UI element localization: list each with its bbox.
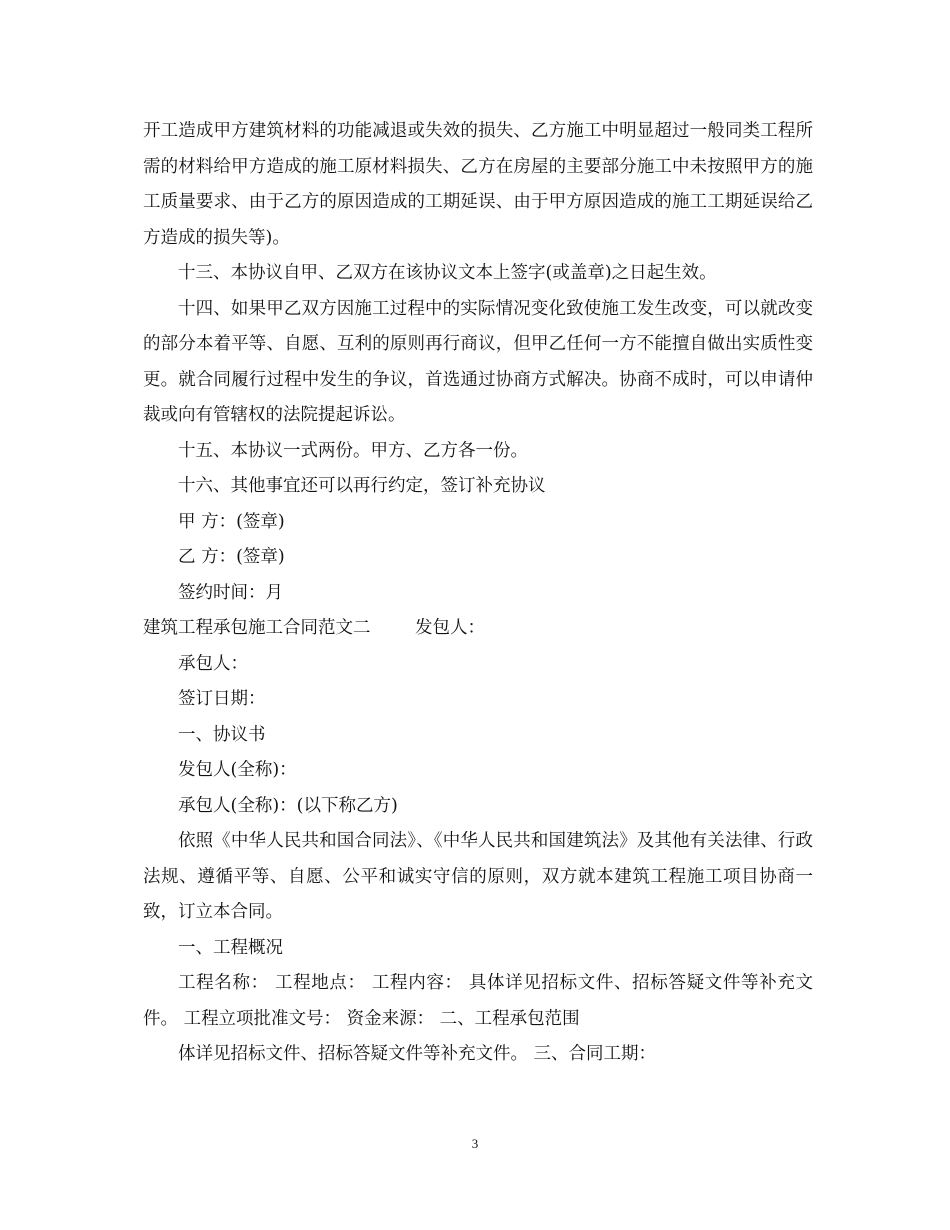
agreement-heading: 一、协议书 <box>178 724 266 745</box>
party-a-signature-line: 甲 方：(签章) <box>178 511 285 532</box>
party-b-signature-line: 乙 方：(签章) <box>178 547 285 567</box>
paragraph-5: 十六、其他事宜还可以再行约定，签订补充协议 <box>178 476 546 496</box>
contractor-line: 承包人： <box>178 653 248 674</box>
page-number: 3 <box>471 1136 479 1151</box>
project-overview-heading: 一、工程概况 <box>178 937 283 958</box>
signed-date-line: 签订日期： <box>178 689 266 709</box>
scope-details-paragraph: 体详见招标文件、招标答疑文件等补充文件。 三、合同工期： <box>178 1044 657 1064</box>
paragraph-3: 十四、如果甲乙双方因施工过程中的实际情况变化致使施工发生改变，可以就改变的部分本着平等、自愿、互利的原则再行商议，但甲乙任何一方不能擅自做出实质性变更。就合同履行过程中发生的争议，首选通过协商方式解决。协商不成时，可以申请仲裁或向有管辖权的法院提起诉讼。 <box>143 298 813 425</box>
paragraph-4: 十五、本协议一式两份。甲方、乙方各一份。 <box>178 440 528 461</box>
paragraph-2: 十三、本协议自甲、乙双方在该协议文本上签字(或盖章)之日起生效。 <box>178 263 717 283</box>
section-heading-contract-two: 建筑工程承包施工合同范文二 发包人： <box>143 618 486 638</box>
contractor-full-name-line: 承包人(全称)：(以下称乙方) <box>178 795 398 816</box>
signing-date-line: 签约时间：月 <box>178 582 283 603</box>
legal-basis-paragraph: 依照《中华人民共和国合同法》、《中华人民共和国建筑法》及其他有关法律、行政法规、遵循平等、自愿、公平和诚实守信的原则，双方就本建筑工程施工项目协商一致，订立本合同。 <box>143 831 813 922</box>
employer-full-name-line: 发包人(全称)： <box>178 760 297 780</box>
document-body <box>143 114 813 1073</box>
paragraph-1: 开工造成甲方建筑材料的功能减退或失效的损失、乙方施工中明显超过一般同类工程所需的材料给甲方造成的施工原材料损失、乙方在房屋的主要部分施工中未按照甲方的施工质量要求、由于乙方的原因造成的工期延误、由于甲方原因造成的施工工期延误给乙方造成的损失等)。 <box>143 121 813 248</box>
project-details-paragraph: 工程名称： 工程地点： 工程内容： 具体详见招标文件、招标答疑文件等补充文件。 工程立项批准文号： 资金来源： 二、工程承包范围 <box>143 973 813 1029</box>
